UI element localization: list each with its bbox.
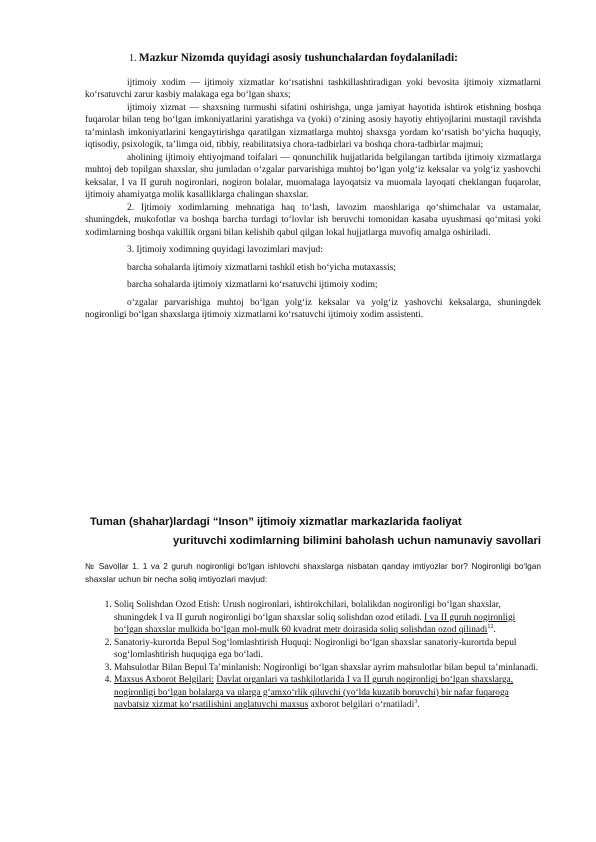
footnote-ref: 12 [487,623,494,630]
section-title-line-1: Tuman (shahar)lardagi “Inson” ijtimoiy xizmatlar markazlarida faoliyat [90,516,462,528]
item-underlined-text: I va II guruh nogironligi bo‘lgan shaxslar mulkida bo‘lgan mol-mulk 60 kvadrat metr doirasida soliq solishdan ozod qilinadi [114,612,516,635]
footnote-ref: 3 [414,698,418,705]
definition-ijtimoiy-xodim: ijtimoiy xodim — ijtimoiy xizmatlar ko‘rsatishni tashkillashtiradigan yoki bevosita ijtimoiy xizmatlarni ko‘rsatuvchi zarur kasbiy malakaga ega bo‘lgan shaxs; [85,77,541,100]
position-specialist: barcha sohalarda ijtimoiy xizmatlarni tashkil etish bo‘yicha mutaxassis; [127,262,396,273]
item-title: Soliq Solishdan Ozod Etish: [114,600,220,610]
questions-section [85,513,541,712]
item-text: axborot belgilari o‘rnatiladi [310,700,415,710]
item-title: Mahsulotlar Bilan Bepul Ta’minlanish: [114,662,261,673]
section-heading [85,52,541,66]
list-item [114,637,541,662]
item-text: Urush nogironlari, ishtirokchilari, bolalikdan nogironligi bo‘lgan shaxslar, shuningdek I va II guruh nogironligi bo‘lgan shaxslar soliq solishdan ozod etiladi. [114,600,501,623]
position-assistant: o‘zgalar parvarishiga muhtoj bo‘lgan yolg‘iz keksalar va yolg‘iz yashovchi keksalarga, shuningdek nogironligi bo‘lgan shaxslarga ijtimoiy xizmatlarni ko‘rsatuvchi ijtimoiy xodim assistenti. [85,297,541,320]
list-item: 4. Maxsus Axborot Belgilari: Davlat organlari va tashkilotlarida I va II guruh nogironligi bo‘lgan shaxslarga, nogironligi bo‘lgan bolalarga va ularga g‘amxo‘rlik qiluvchi (yo‘lda kuzatib boruvchi) bir nafar fuqaroga navbatsiz xizmat ko‘rsatilishini anglatuvchi maxsus axborot belgilari o‘rnatiladi$^3$. [114,674,541,712]
list-item [114,662,541,675]
heading-number: 1. [129,53,137,64]
position-social-worker: barcha sohalarda ijtimoiy xizmatlarni ko‘rsatuvchi ijtimoiy xodim; [127,280,378,290]
item-title: Sanatoriy-kurortda Bepul Sog‘lomlashtirish Huquqi: [114,637,312,648]
nizom-section [85,52,541,322]
definition-ehtiyojmand-toifalar: aholining ijtimoiy ehtiyojmand toifalari — qonunchilik hujjatlarida belgilangan tartibda ijtimoiy xizmatlarga muhtoj deb topilgan shaxslar, shu jumladan o‘zgalar parvarishiga muhtoj bo‘lgan yolg‘iz keksalar va yolg‘iz yashovchi keksalar, I va II guruh nogironlari, nogiron bolalar, muomalaga layoqatsiz va muomala layoqati cheklangan fuqarolar, ijtimoiy ahamiyatga molik kasalliklarga chalingan shaxslar. [85,152,541,200]
paragraph-2-payment: 2. Ijtimoiy xodimlarning mehnatiga haq to‘lash, lavozim maoshlariga qo‘shimchalar va ustamalar, shuningdek, mukofotlar va boshqa barcha turdagi to‘lovlar ish beruvchi tomonidan kasaba uyushmasi qo‘mitasi yoki xodimlarning boshqa vakillik organi bilan kelishib qabul qilgan lokal hujjatlarga muvofiq amalga oshiriladi. [85,202,541,238]
item-text: Nogironligi bo‘lgan shaxslar sanatoriy-kurortda bepul sog‘lomlashtirish huquqiga ega bo‘ladi. [114,637,517,660]
section-title-line-2: yurituvchi xodimlarning bilimini baholash uchun namunaviy savollari [172,535,541,547]
paragraph-3-positions: 3. Ijtimoiy xodimning quyidagi lavozimlari mavjud: [127,245,323,255]
definition-ijtimoiy-xizmat: ijtimoiy xizmat — shaxsning turmushi sifatini oshirishga, unga jamiyat hayotida ishtirok etishning boshqa fuqarolar bilan teng bo‘lgan imkoniyatlarini yaratishga va (yoki) o‘zining asosiy hayotiy ehtiyojlarini mustaqil ravishda ta’minlash imkoniyatlarini kengaytirishga qaratilgan xizmatlarga muhtoj shaxsga yordam ko‘rsatish bo‘yicha huquqiy, iqtisodiy, psixologik, ta’limga oid, tibbiy, reabilitatsiya chora-tadbirlari va boshqa chora-tadbirlar majmui; [85,102,541,150]
item-text: Nogironligi bo‘lgan shaxslar ayrim mahsulotlar bilan bepul ta’minlanadi. [263,662,539,673]
heading-text: Mazkur Nizomda quyidagi asosiy tushunchalardan foydalaniladi: [138,52,458,64]
benefits-list [85,599,541,712]
item-underlined-text: Davlat organlari va tashkilotlarida I va II guruh nogironligi bo‘lgan shaxslarga, nogironligi bo‘lgan bolalarga va ularga g‘amxo‘rlik qiluvchi (yo‘lda kuzatib boruvchi) bir nafar fuqaroga navbatsiz xizmat ko‘rsatilishini anglatuvchi maxsus [114,675,514,710]
list-item: 1. Soliq Solishdan Ozod Etish: Urush nogironlari, ishtirokchilari, bolalikdan nogironligi bo‘lgan shaxslar, shuningdek I va II guruh nogironligi bo‘lgan shaxslar soliq solishdan ozod etiladi. I va II guruh nogironligi bo‘lgan shaxslar mulkida bo‘lgan mol-mulk 60 kvadrat metr doirasida soliq solishdan ozod qilinadi$^{12}$. [114,599,541,637]
question-intro: № Savollar 1. 1 va 2 guruh nogironligi bo‘lgan ishlovchi shaxslarga nisbatan qanday imtiyozlar bor? Nogironligi bo‘lgan shaxslar uchun bir necha soliq imtiyozlari mavjud: [85,561,541,584]
item-title: Maxsus Axborot Belgilari: [114,675,214,685]
